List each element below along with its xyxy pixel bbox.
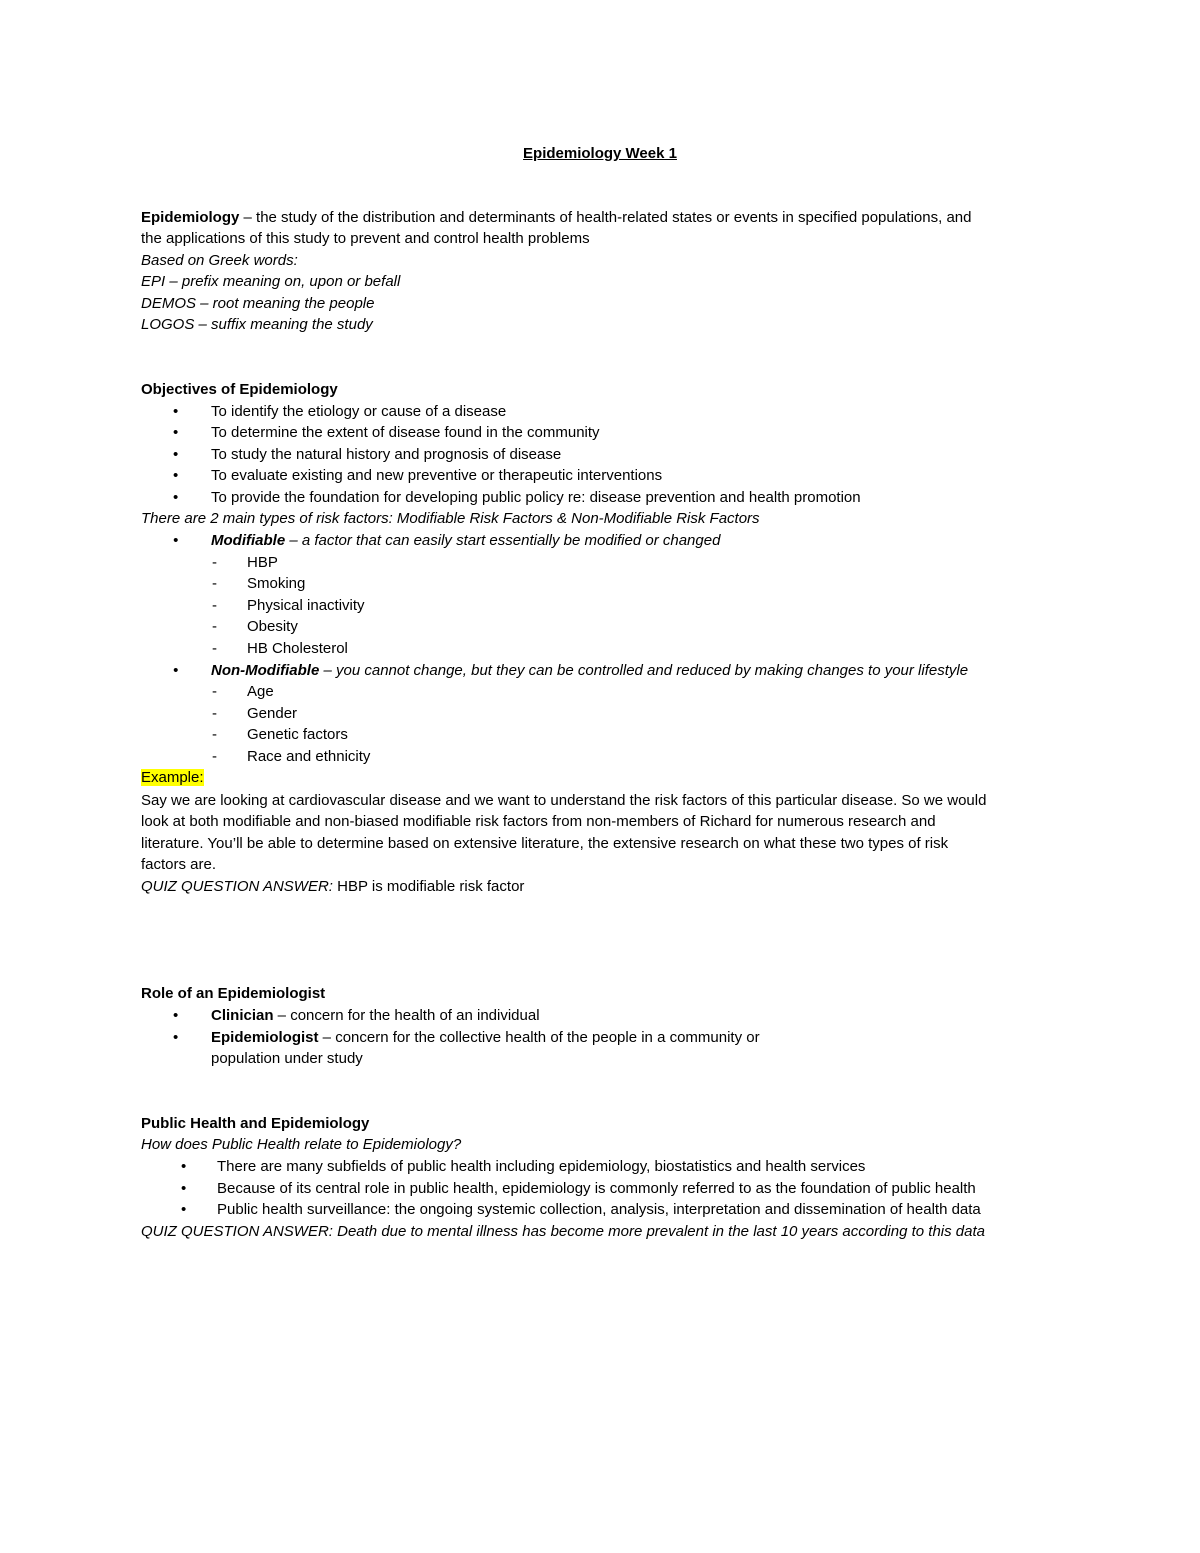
definition-line-2: the applications of this study to prevent and control health problems: [141, 230, 590, 247]
subitem-text: HBP: [247, 554, 278, 571]
subitem-text: Age: [247, 683, 274, 700]
quiz-answer: HBP is modifiable risk factor: [332, 878, 525, 895]
objective-text: To determine the extent of disease found in the community: [211, 424, 600, 441]
greek-logos: LOGOS – suffix meaning the study: [141, 316, 373, 333]
modifiable-subitem: [212, 595, 365, 616]
public-health-item: [181, 1199, 981, 1220]
dash-icon: -: [212, 575, 217, 592]
subitem-text: Gender: [247, 705, 298, 722]
clinician-term: Clinician: [211, 1007, 274, 1024]
public-health-quiz: QUIZ QUESTION ANSWER: Death due to mental illness has become more prevalent in the last 10 years according to this data: [141, 1223, 985, 1240]
modifiable-term: Modifiable: [211, 532, 286, 549]
page-title: Epidemiology Week 1: [523, 145, 677, 162]
clinician-desc: – concern for the health of an individual: [273, 1007, 540, 1024]
role-item: [173, 1005, 540, 1026]
public-health-text: There are many subfields of public health including epidemiology, biostatistics and health services: [217, 1158, 866, 1175]
bullet-icon: •: [173, 1029, 179, 1046]
bullet-icon: •: [173, 424, 179, 441]
role-heading: Role of an Epidemiologist: [141, 985, 326, 1002]
role-item: [173, 1027, 760, 1048]
dash-icon: -: [212, 748, 217, 765]
example-line: look at both modifiable and non-biased modifiable risk factors from non-members of Richard for numerous research and: [141, 813, 936, 830]
bullet-icon: •: [181, 1158, 187, 1175]
subitem-text: HB Cholesterol: [247, 640, 348, 657]
objective-text: To study the natural history and prognosis of disease: [211, 446, 562, 463]
dash-icon: -: [212, 683, 217, 700]
dash-icon: -: [212, 705, 217, 722]
non-modifiable-subitem: [212, 703, 297, 724]
bullet-icon: •: [173, 662, 179, 679]
definition-term: Epidemiology: [141, 209, 240, 226]
quiz-label: QUIZ QUESTION ANSWER:: [141, 878, 333, 895]
public-health-item: [181, 1178, 976, 1199]
objective-text: To identify the etiology or cause of a disease: [211, 403, 507, 420]
objectives-heading: Objectives of Epidemiology: [141, 381, 338, 398]
dash-icon: -: [212, 640, 217, 657]
epidemiologist-desc: – concern for the collective health of the people in a community or: [318, 1029, 760, 1046]
non-modifiable-subitem: [212, 681, 274, 702]
public-health-question: How does Public Health relate to Epidemiology?: [141, 1136, 462, 1153]
objective-item: [173, 401, 506, 422]
definition-line-1: [141, 207, 971, 228]
risk-factors-intro: There are 2 main types of risk factors: Modifiable Risk Factors & Non-Modifiable Risk Factors: [141, 510, 760, 527]
objective-text: To evaluate existing and new preventive or therapeutic interventions: [211, 467, 663, 484]
modifiable-desc: – a factor that can easily start essentially be modified or changed: [285, 532, 721, 549]
example-label: Example:: [141, 769, 204, 786]
dash-icon: -: [212, 618, 217, 635]
bullet-icon: •: [173, 489, 179, 506]
non-modifiable-item: [173, 660, 968, 681]
epidemiologist-desc-cont: population under study: [211, 1050, 363, 1067]
non-modifiable-desc: – you cannot change, but they can be controlled and reduced by making changes to your lifestyle: [319, 662, 969, 679]
modifiable-item: [173, 530, 720, 551]
example-line: factors are.: [141, 856, 217, 873]
example-quiz: [141, 876, 524, 897]
objective-item: [173, 444, 561, 465]
example-line: Say we are looking at cardiovascular disease and we want to understand the risk factors of this particular disease. So we would: [141, 792, 987, 809]
objective-item: [173, 487, 861, 508]
bullet-icon: •: [173, 532, 179, 549]
bullet-icon: •: [173, 1007, 179, 1024]
non-modifiable-subitem: [212, 746, 370, 767]
bullet-icon: •: [173, 403, 179, 420]
greek-intro: Based on Greek words:: [141, 252, 298, 269]
non-modifiable-subitem: [212, 724, 348, 745]
greek-epi: EPI – prefix meaning on, upon or befall: [141, 273, 401, 290]
dash-icon: -: [212, 726, 217, 743]
example-label-row: [141, 767, 204, 788]
modifiable-subitem: [212, 616, 298, 637]
modifiable-subitem: [212, 573, 305, 594]
greek-demos: DEMOS – root meaning the people: [141, 295, 375, 312]
dash-icon: -: [212, 554, 217, 571]
subitem-text: Obesity: [247, 618, 298, 635]
objective-item: [173, 465, 662, 486]
modifiable-subitem: [212, 552, 278, 573]
definition-text: – the study of the distribution and determinants of health-related states or events in specified populations, and: [239, 209, 972, 226]
subitem-text: Smoking: [247, 575, 306, 592]
dash-icon: -: [212, 597, 217, 614]
subitem-text: Genetic factors: [247, 726, 348, 743]
bullet-icon: •: [173, 467, 179, 484]
example-line: literature. You’ll be able to determine based on extensive literature, the extensive research on what these two types of risk: [141, 835, 949, 852]
public-health-text: Public health surveillance: the ongoing systemic collection, analysis, interpretation and dissemination of health data: [217, 1201, 981, 1218]
public-health-text: Because of its central role in public health, epidemiology is commonly referred to as the foundation of public health: [217, 1180, 976, 1197]
public-health-item: [181, 1156, 865, 1177]
subitem-text: Race and ethnicity: [247, 748, 371, 765]
bullet-icon: •: [173, 446, 179, 463]
public-health-heading: Public Health and Epidemiology: [141, 1115, 370, 1132]
non-modifiable-term: Non-Modifiable: [211, 662, 320, 679]
subitem-text: Physical inactivity: [247, 597, 365, 614]
bullet-icon: •: [181, 1180, 187, 1197]
bullet-icon: •: [181, 1201, 187, 1218]
objective-text: To provide the foundation for developing public policy re: disease prevention and health promotion: [211, 489, 861, 506]
modifiable-subitem: [212, 638, 348, 659]
epidemiologist-term: Epidemiologist: [211, 1029, 319, 1046]
objective-item: [173, 422, 600, 443]
